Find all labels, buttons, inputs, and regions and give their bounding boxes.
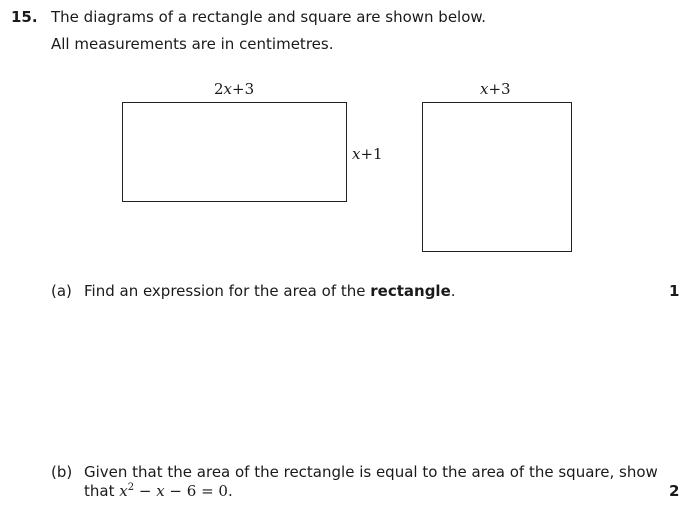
part-a-text-after: . [450,282,456,300]
rectangle-width-coef: 2 [214,80,224,98]
equation-rest: − 6 = 0 [164,482,228,500]
square-shape [422,102,572,252]
part-b-line2-suffix: . [227,482,233,500]
rectangle-height-rest: +1 [360,145,383,163]
rectangle-width-rest: +3 [232,80,255,98]
rectangle-height-var: x [352,145,361,163]
equation-var2: x [156,482,165,500]
part-a-marks: 1 [669,282,680,300]
equation-minus: − [134,482,157,500]
question-number: 15. [11,8,38,26]
part-b-marks: 2 [669,482,680,500]
part-a-question [84,282,456,300]
measurement-note: All measurements are in centimetres. [51,35,334,53]
part-a-bold-word: rectangle [370,282,451,300]
part-b-line2-prefix: that [84,482,120,500]
part-b-question-line2 [84,482,233,500]
equation-var1: x [119,482,128,500]
question-intro: The diagrams of a rectangle and square are shown below. [51,8,487,26]
square-side-rest: +3 [488,80,511,98]
rectangle-width-label [214,80,254,98]
rectangle-shape [122,102,347,202]
square-side-var: x [480,80,489,98]
rectangle-width-var: x [223,80,233,98]
square-side-label [480,80,511,98]
part-b-equation [119,482,228,500]
part-a-text-before: Find an expression for the area of the [84,282,371,300]
part-a-letter: (a) [51,282,72,300]
part-b-letter: (b) [51,463,73,481]
equation-exponent: 2 [127,482,135,493]
part-b-question-line1: Given that the area of the rectangle is equal to the area of the square, show [84,463,658,481]
rectangle-height-label [352,145,383,163]
